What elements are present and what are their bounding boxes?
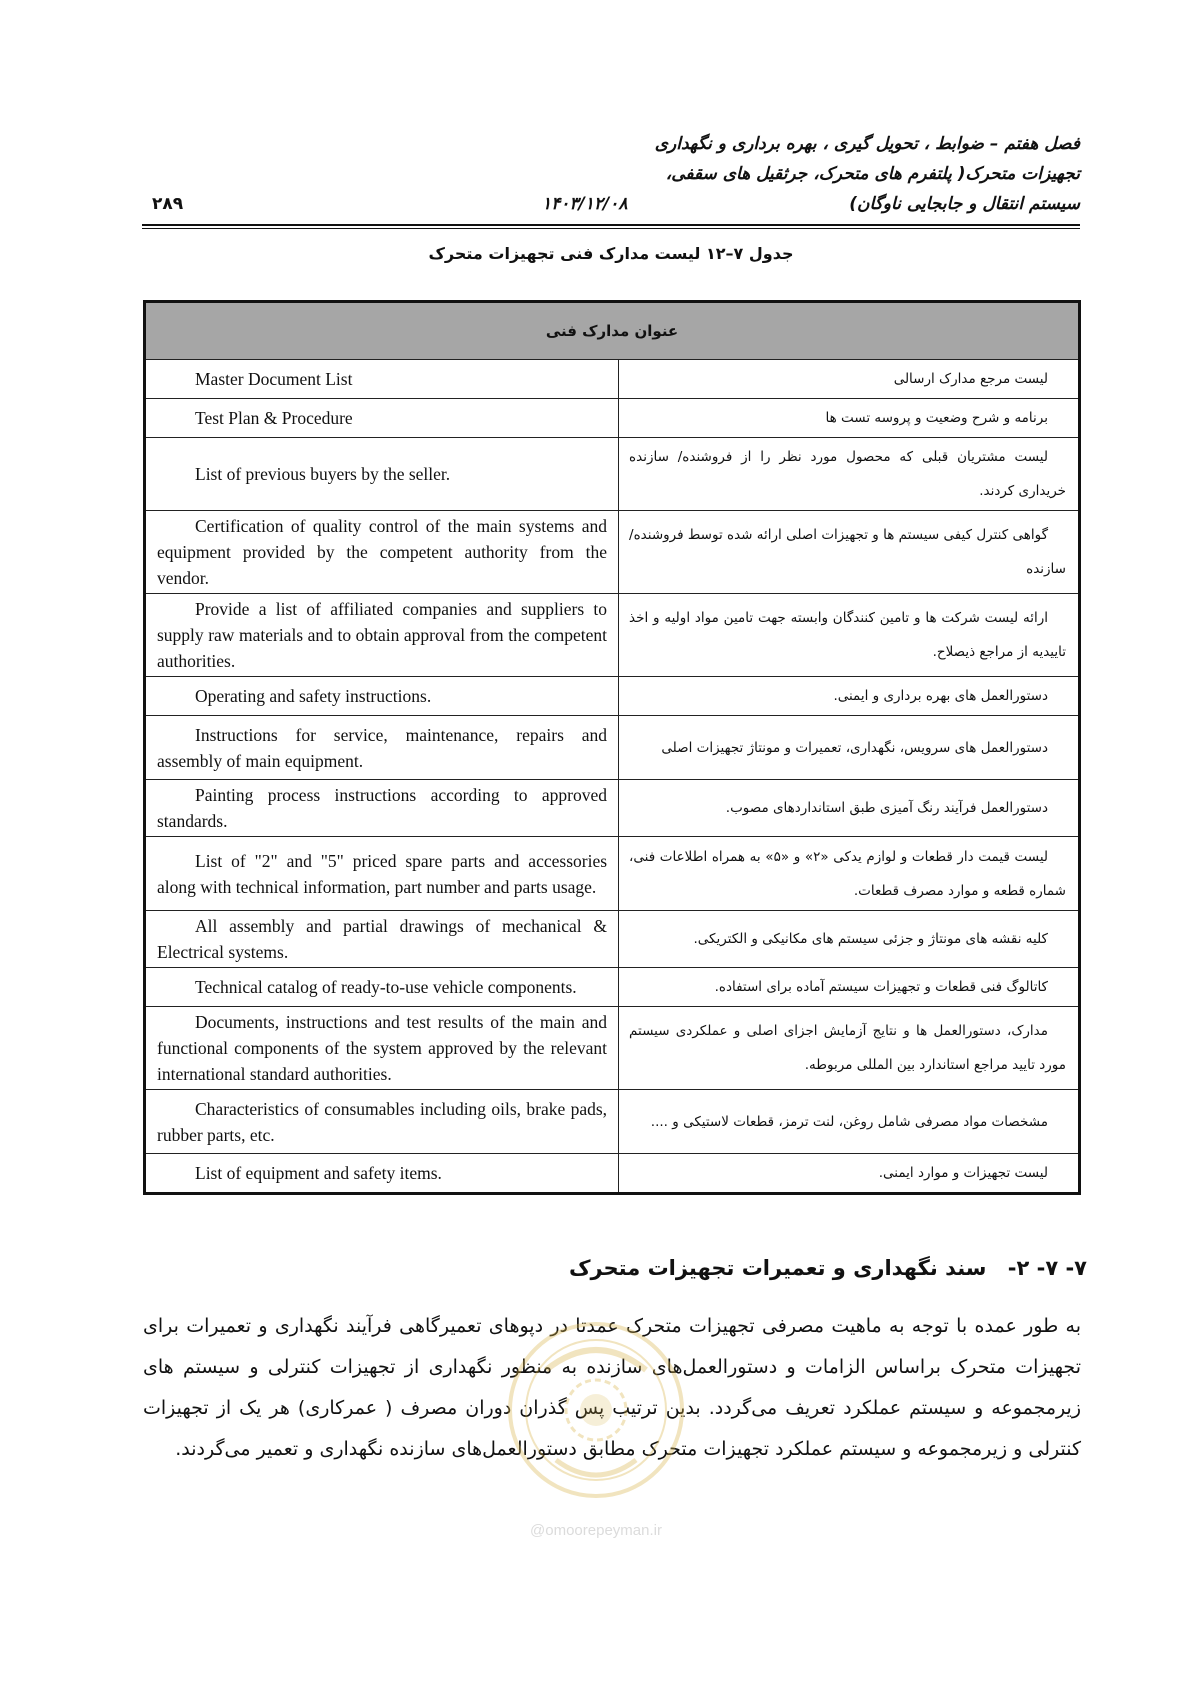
document-title-fa: کاتالوگ فنی قطعات و تجهیزات سیستم آماده برای استفاده. xyxy=(619,968,1080,1007)
table-row xyxy=(145,1007,1080,1090)
chapter-title-line-2: تجهیزات متحرک( پلتفرم های متحرک، جرثقیل های سقفی، xyxy=(665,164,1080,184)
document-title-fa: لیست مشتریان قبلی که محصول مورد نظر را از فروشنده/ سازنده خریداری کردند. xyxy=(619,438,1080,511)
document-title-fa: مشخصات مواد مصرفی شامل روغن، لنت ترمز، قطعات لاستیکی و .... xyxy=(619,1090,1080,1154)
document-title-en: Documents, instructions and test results of the main and functional components of the system approved by the relevant international standard authorities. xyxy=(145,1007,619,1090)
technical-documents-table xyxy=(143,300,1081,1195)
watermark-seal xyxy=(506,1300,686,1539)
document-title-fa: گواهی کنترل کیفی سیستم ها و تجهیزات اصلی ارائه شده توسط فروشنده/ سازنده xyxy=(619,511,1080,594)
table-row xyxy=(145,968,1080,1007)
document-title-fa: مدارک، دستورالعمل ها و نتایج آزمایش اجزای اصلی و عملکردی سیستم مورد تایید مراجع استاندارد بین المللی مربوطه. xyxy=(619,1007,1080,1090)
table-row xyxy=(145,399,1080,438)
table-body xyxy=(145,360,1080,1194)
table-row xyxy=(145,780,1080,837)
document-title-en: Test Plan & Procedure xyxy=(145,399,619,438)
table-row xyxy=(145,511,1080,594)
document-title-en: Master Document List xyxy=(145,360,619,399)
section-heading xyxy=(107,1256,1087,1280)
document-title-fa: لیست قیمت دار قطعات و لوازم یدکی «۲» و «۵» به همراه اطلاعات فنی، شماره قطعه و موارد مصرف قطعات. xyxy=(619,837,1080,911)
section-number: ۷- ۷- ۲- xyxy=(1007,1256,1087,1280)
table-row xyxy=(145,438,1080,511)
document-title-en: List of equipment and safety items. xyxy=(145,1154,619,1194)
document-title-fa: برنامه و شرح وضعیت و پروسه تست ها xyxy=(619,399,1080,438)
seal-logo-icon xyxy=(506,1300,686,1520)
document-title-en: List of previous buyers by the seller. xyxy=(145,438,619,511)
table-row xyxy=(145,594,1080,677)
document-title-fa: لیست مرجع مدارک ارسالی xyxy=(619,360,1080,399)
document-title-fa: کلیه نقشه های مونتاژ و جزئی سیستم های مکانیکی و الکتریکی. xyxy=(619,911,1080,968)
document-title-en: Certification of quality control of the main systems and equipment provided by the competent authority from the vendor. xyxy=(145,511,619,594)
table-row xyxy=(145,716,1080,780)
document-title-en: List of "2" and "5" priced spare parts and accessories along with technical information, part number and parts usage. xyxy=(145,837,619,911)
table-header: عنوان مدارک فنی xyxy=(145,302,1080,360)
watermark-text: @omoorepeyman.ir xyxy=(530,1522,662,1539)
document-title-fa: دستورالعمل های سرویس، نگهداری، تعمیرات و مونتاژ تجهیزات اصلی xyxy=(619,716,1080,780)
document-title-en: Provide a list of affiliated companies and suppliers to supply raw materials and to obtain approval from the competent authorities. xyxy=(145,594,619,677)
document-title-en: All assembly and partial drawings of mechanical & Electrical systems. xyxy=(145,911,619,968)
chapter-title-line-3: سیستم انتقال و جابجایی ناوگان) xyxy=(849,194,1080,214)
document-title-fa: لیست تجهیزات و موارد ایمنی. xyxy=(619,1154,1080,1194)
section-paragraph: به طور عمده با توجه به ماهیت مصرفی تجهیزات متحرک عمدتا در دپوهای تعمیرگاهی فرآیند نگهداری و تعمیرات برای تجهیزات متحرک براساس الزامات و دستورالعمل‌های سازنده به منظور نگهداری از تجهیزات کنترلی و سیستم های زیرمجموعه و سیستم عملکرد تعریف می‌گردد. بدین ترتیب پس گذران دوران مصرف ( عمرکاری) هر یک از تجهیزات کنترلی و زیرمجموعه و سیستم عملکرد تجهیزات متحرک مطابق دستورالعمل‌های سازنده نگهداری و تعمیر می‌گردند. xyxy=(143,1315,1081,1460)
table-row xyxy=(145,360,1080,399)
chapter-title-line-1: فصل هفتم – ضوابط ، تحویل گیری ، بهره برداری و نگهداری xyxy=(654,134,1080,154)
table-row xyxy=(145,911,1080,968)
table-row xyxy=(145,1154,1080,1194)
table-header-row xyxy=(145,302,1080,360)
document-title-fa: دستورالعمل فرآیند رنگ آمیزی طبق استانداردهای مصوب. xyxy=(619,780,1080,837)
table-row xyxy=(145,837,1080,911)
header-date: ۱۴۰۳/۱۲/۰۸ xyxy=(542,194,628,214)
page-header xyxy=(142,128,1080,228)
document-title-en: Characteristics of consumables including oils, brake pads, rubber parts, etc. xyxy=(145,1090,619,1154)
section-title: سند نگهداری و تعمیرات تجهیزات متحرک xyxy=(568,1256,987,1280)
document-title-en: Painting process instructions according to approved standards. xyxy=(145,780,619,837)
document-title-en: Operating and safety instructions. xyxy=(145,677,619,716)
document-title-en: Instructions for service, maintenance, repairs and assembly of main equipment. xyxy=(145,716,619,780)
document-title-en: Technical catalog of ready-to-use vehicle components. xyxy=(145,968,619,1007)
document-title-fa: دستورالعمل های بهره برداری و ایمنی. xyxy=(619,677,1080,716)
document-title-fa: ارائه لیست شرکت ها و تامین کنندگان وابسته جهت تامین مواد اولیه و اخذ تاییدیه از مراجع ذیصلاح. xyxy=(619,594,1080,677)
table-row xyxy=(145,677,1080,716)
table-row xyxy=(145,1090,1080,1154)
header-rule xyxy=(142,224,1080,229)
table-caption: جدول ۷–۱۲ لیست مدارک فنی تجهیزات متحرک xyxy=(428,244,794,263)
page-number: ۲۸۹ xyxy=(152,194,184,214)
